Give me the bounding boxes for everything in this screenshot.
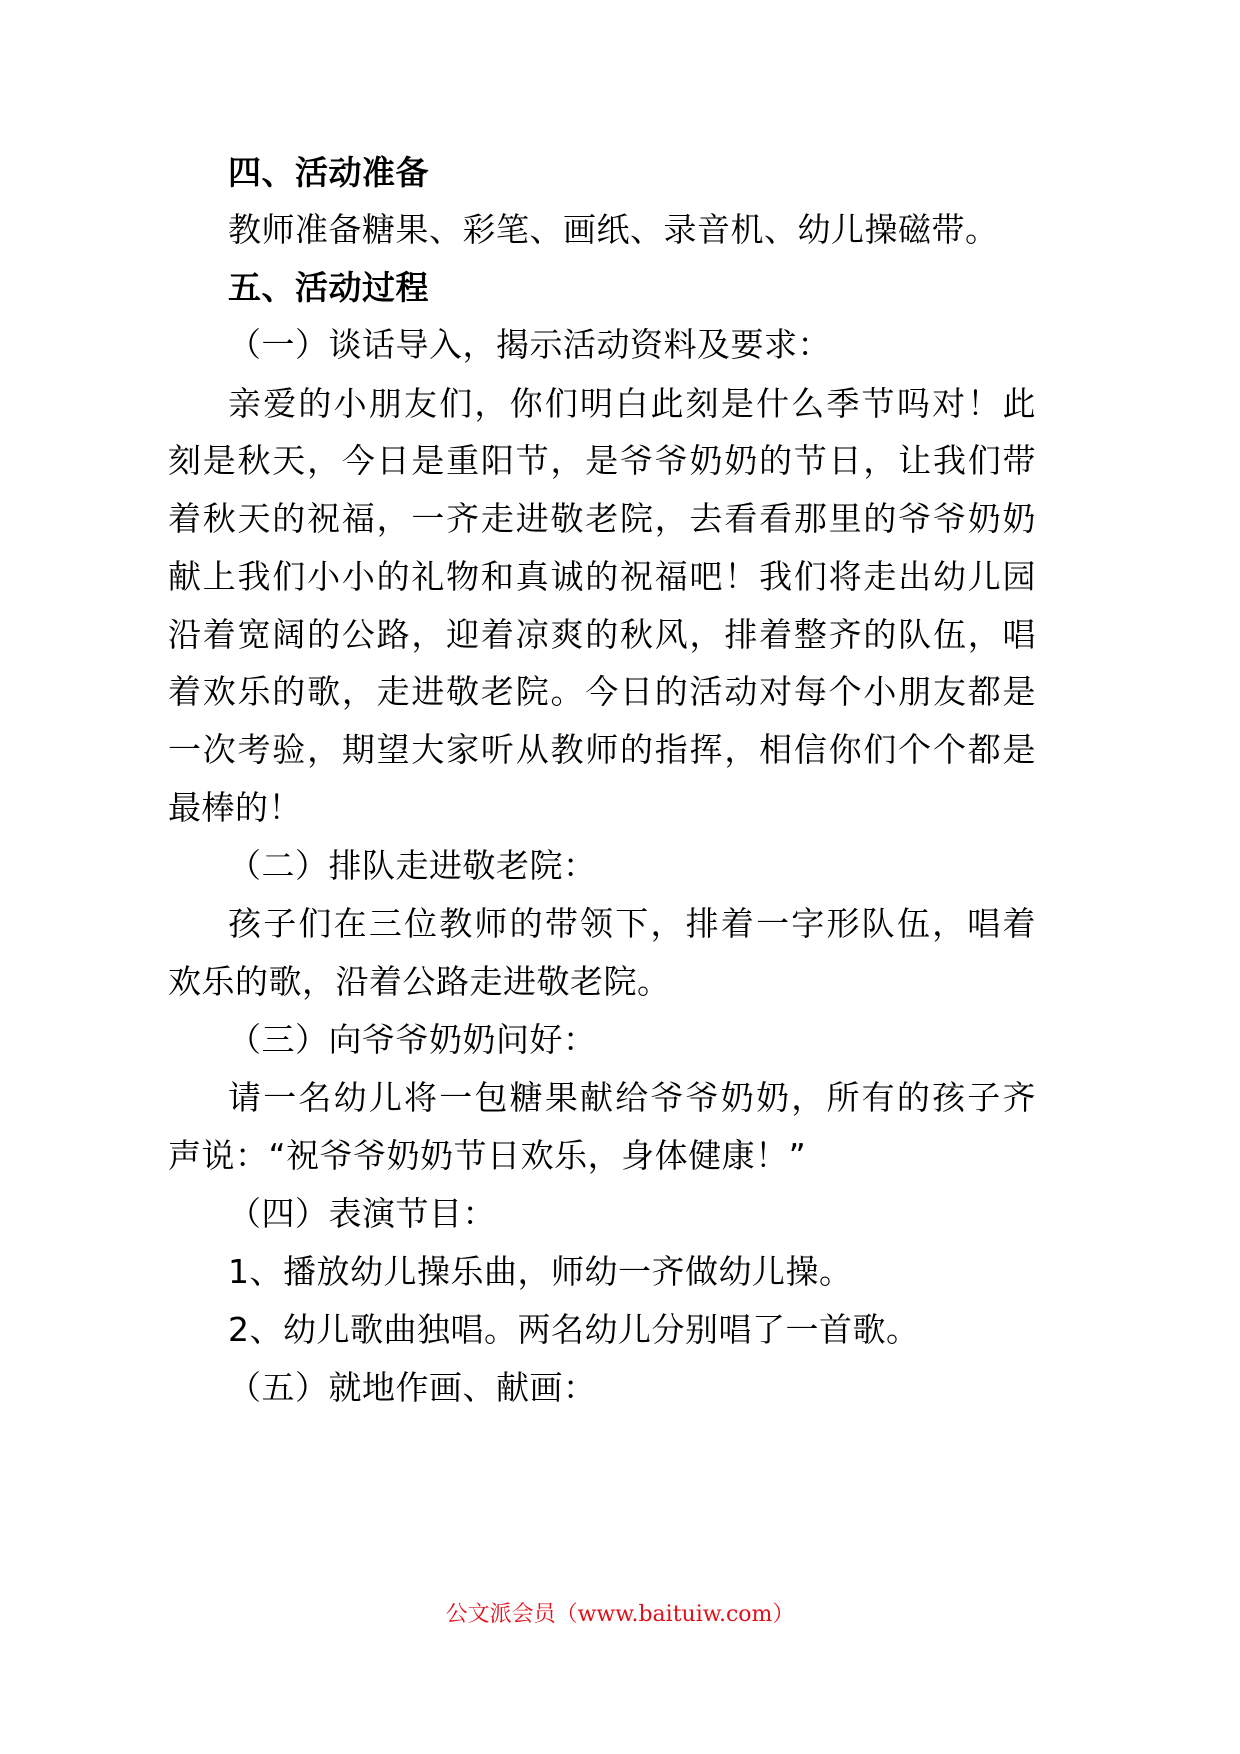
paragraph-line: 请一名幼儿将一包糖果献给爷爷奶奶，所有的孩子齐	[228, 1078, 1036, 1117]
paragraph-line: 献上我们小小的礼物和真诚的祝福吧！我们将走出幼儿园	[168, 557, 1036, 596]
footer-watermark: 公文派会员（www.baituiw.com）	[445, 1602, 795, 1627]
subheading-intro: （一）谈话导入，揭示活动资料及要求：	[228, 325, 831, 364]
section-heading-process: 五、活动过程	[228, 268, 429, 307]
paragraph-line: 1、播放幼儿操乐曲，师幼一齐做幼儿操。	[228, 1252, 853, 1291]
section-heading-preparation: 四、活动准备	[228, 153, 429, 192]
paragraph-line: 亲爱的小朋友们，你们明白此刻是什么季节吗对！此	[228, 384, 1036, 423]
paragraph-line: 2、幼儿歌曲独唱。两名幼儿分别唱了一首歌。	[228, 1310, 920, 1349]
subheading-painting: （五）就地作画、献画：	[228, 1368, 597, 1407]
paragraph-line: 欢乐的歌，沿着公路走进敬老院。	[168, 962, 671, 1001]
paragraph-line: 孩子们在三位教师的带领下，排着一字形队伍，唱着	[228, 904, 1036, 943]
paragraph-line: 一次考验，期望大家听从教师的指挥，相信你们个个都是	[168, 730, 1036, 769]
paragraph-line: 最棒的！	[168, 788, 302, 827]
paragraph-line: 着秋天的祝福，一齐走进敬老院，去看看那里的爷爷奶奶	[168, 499, 1036, 538]
paragraph-line: 着欢乐的歌，走进敬老院。今日的活动对每个小朋友都是	[168, 672, 1036, 711]
subheading-queue: （二）排队走进敬老院：	[228, 846, 597, 885]
paragraph-line: 教师准备糖果、彩笔、画纸、录音机、幼儿操磁带。	[228, 210, 999, 249]
paragraph-line: 刻是秋天，今日是重阳节，是爷爷奶奶的节日，让我们带	[168, 441, 1036, 480]
subheading-greeting: （三）向爷爷奶奶问好：	[228, 1020, 597, 1059]
paragraph-line: 沿着宽阔的公路，迎着凉爽的秋风，排着整齐的队伍，唱	[168, 615, 1036, 654]
subheading-performance: （四）表演节目：	[228, 1194, 496, 1233]
paragraph-line: 声说：“祝爷爷奶奶节日欢乐，身体健康！”	[168, 1136, 807, 1175]
